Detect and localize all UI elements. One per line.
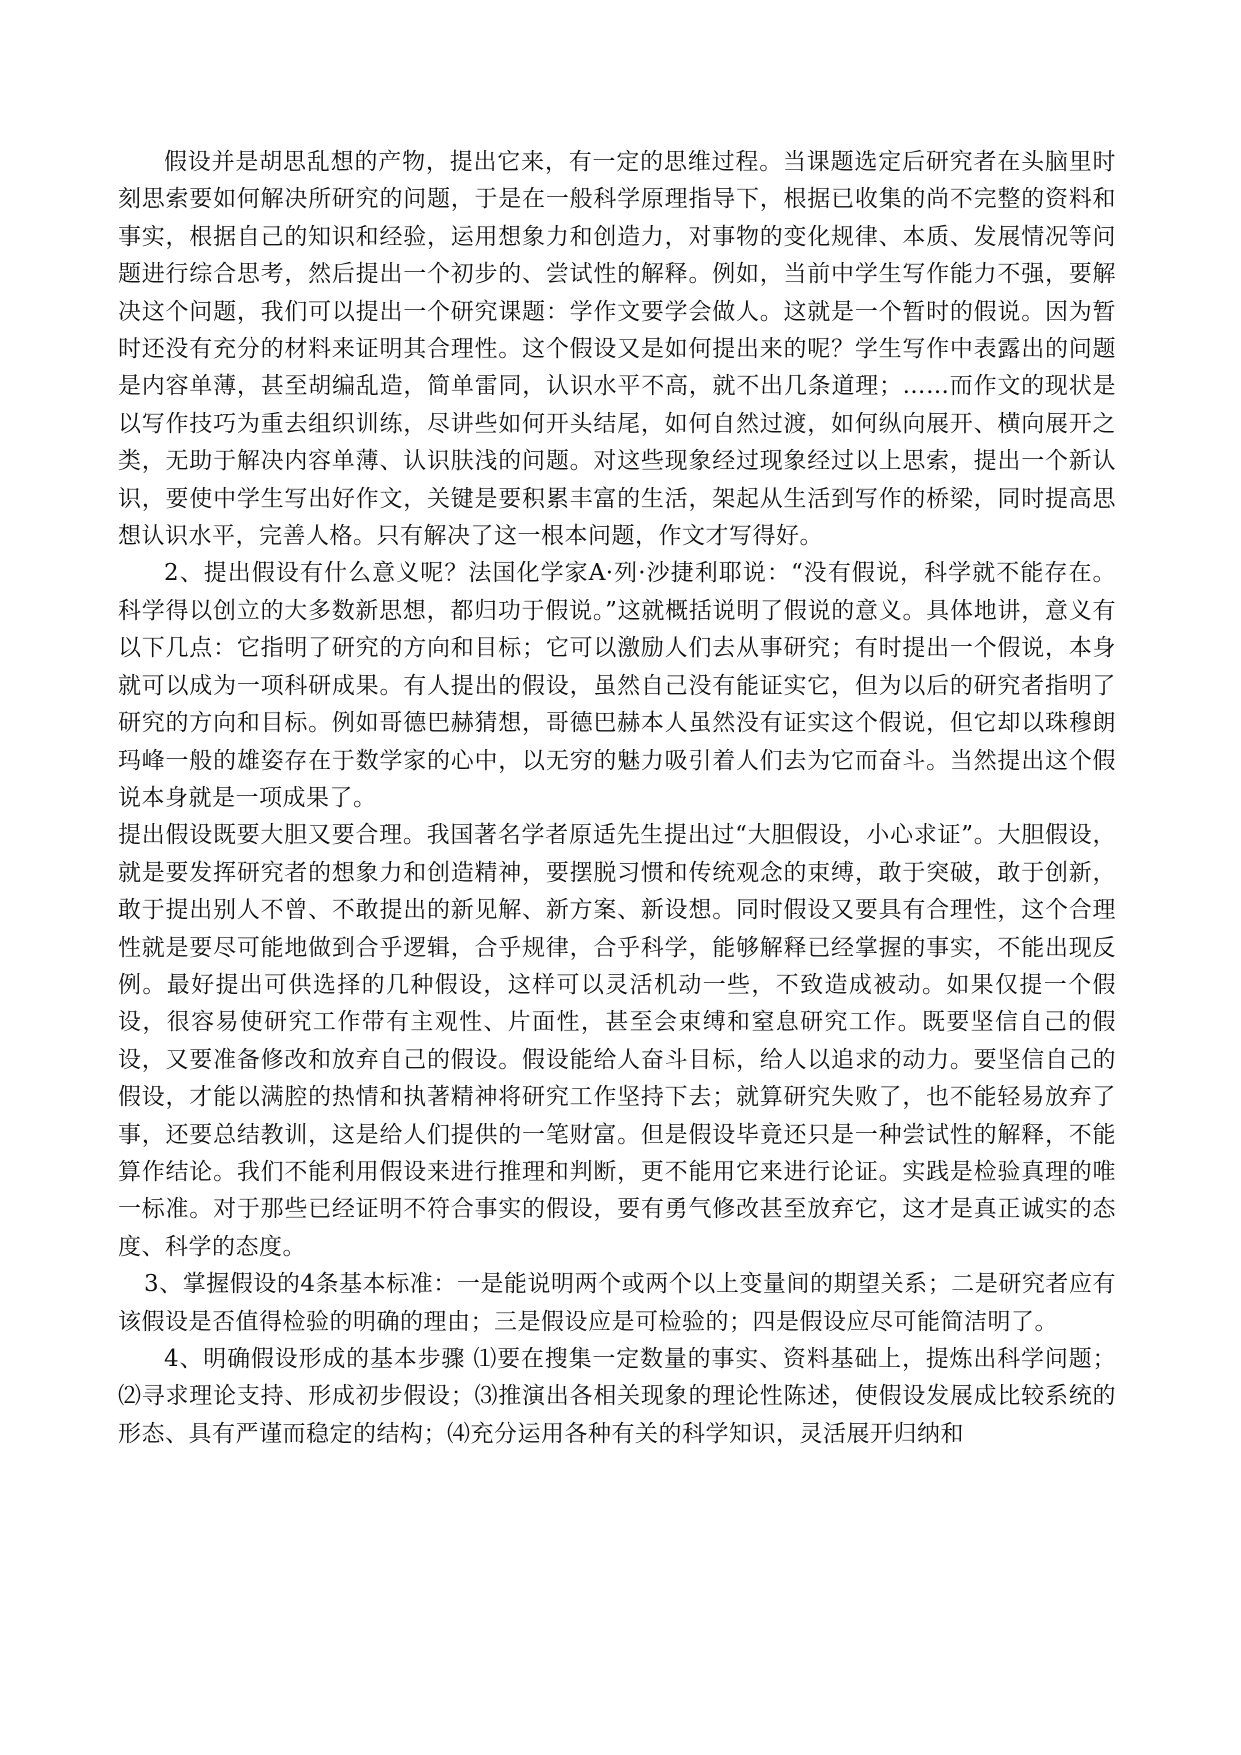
document-body: [118, 144, 1116, 1453]
paragraph-four-criteria: 3、掌握假设的4条基本标准：一是能说明两个或两个以上变量间的期望关系；二是研究者应有该假设是否值得检验的明确的理由；三是假设应是可检验的；四是假设应尽可能简洁明了。: [118, 1271, 1116, 1335]
paragraph-formation-steps: 4、明确假设形成的基本步骤 ⑴要在搜集一定数量的事实、资料基础上，提炼出科学问题；⑵寻求理论支持、形成初步假设；⑶推演出各相关现象的理论性陈述，使假设发展成比较系统的形态、具有严谨而稳定的结构；⑷充分运用各种有关的科学知识，灵活展开归纳和: [118, 1346, 1116, 1447]
paragraph-hypothesis-significance: 2、提出假设有什么意义呢？法国化学家A·列·沙捷利耶说：“没有假说，科学就不能存在。科学得以创立的大多数新思想，都归功于假说。”这就概括说明了假说的意义。具体地讲，意义有以下几点：它指明了研究的方向和目标；它可以激励人们去从事研究；有时提出一个假说，本身就可以成为一项科研成果。有人提出的假设，虽然自己没有能证实它，但为以后的研究者指明了研究的方向和目标。例如哥德巴赫猜想，哥德巴赫本人虽然没有证实这个假说，但它却以珠穆朗玛峰一般的雄姿存在于数学家的心中，以无穷的魅力吸引着人们去为它而奋斗。当然提出这个假说本身就是一项成果了。: [118, 560, 1116, 811]
paragraph-hypothesis-origin: 假设并是胡思乱想的产物，提出它来，有一定的思维过程。当课题选定后研究者在头脑里时刻思索要如何解决所研究的问题，于是在一般科学原理指导下，根据已收集的尚不完整的资料和事实，根据自己的知识和经验，运用想象力和创造力，对事物的变化规律、本质、发展情况等问题进行综合思考，然后提出一个初步的、尝试性的解释。例如，当前中学生写作能力不强，要解决这个问题，我们可以提出一个研究课题：学作文要学会做人。这就是一个暂时的假说。因为暂时还没有充分的材料来证明其合理性。这个假设又是如何提出来的呢？学生写作中表露出的问题是内容单薄，甚至胡编乱造，简单雷同，认识水平不高，就不出几条道理；……而作文的现状是以写作技巧为重去组织训练，尽讲些如何开头结尾，如何自然过渡，如何纵向展开、横向展开之类，无助于解决内容单薄、认识肤浅的问题。对这些现象经过现象经过以上思索，提出一个新认识，要使中学生写出好作文，关键是要积累丰富的生活，架起从生活到写作的桥梁，同时提高思想认识水平，完善人格。只有解决了这一根本问题，作文才写得好。: [118, 149, 1116, 550]
paragraph-bold-and-reasonable: 提出假设既要大胆又要合理。我国著名学者原适先生提出过“大胆假设，小心求证”。大胆假设，就是要发挥研究者的想象力和创造精神，要摆脱习惯和传统观念的束缚，敢于突破，敢于创新，敢于提出别人不曾、不敢提出的新见解、新方案、新设想。同时假设又要具有合理性，这个合理性就是要尽可能地做到合乎逻辑，合乎规律，合乎科学，能够解释已经掌握的事实，不能出现反例。最好提出可供选择的几种假设，这样可以灵活机动一些，不致造成被动。如果仅提一个假设，很容易使研究工作带有主观性、片面性，甚至会束缚和窒息研究工作。既要坚信自己的假设，又要准备修改和放弃自己的假设。假设能给人奋斗目标，给人以追求的动力。要坚信自己的假设，才能以满腔的热情和执著精神将研究工作坚持下去；就算研究失败了，也不能轻易放弃了事，还要总结教训，这是给人们提供的一笔财富。但是假设毕竟还只是一种尝试性的解释，不能算作结论。我们不能利用假设来进行推理和判断，更不能用它来进行论证。实践是检验真理的唯一标准。对于那些已经证明不符合事实的假设，要有勇气修改甚至放弃它，这才是真正诚实的态度、科学的态度。: [118, 822, 1116, 1260]
